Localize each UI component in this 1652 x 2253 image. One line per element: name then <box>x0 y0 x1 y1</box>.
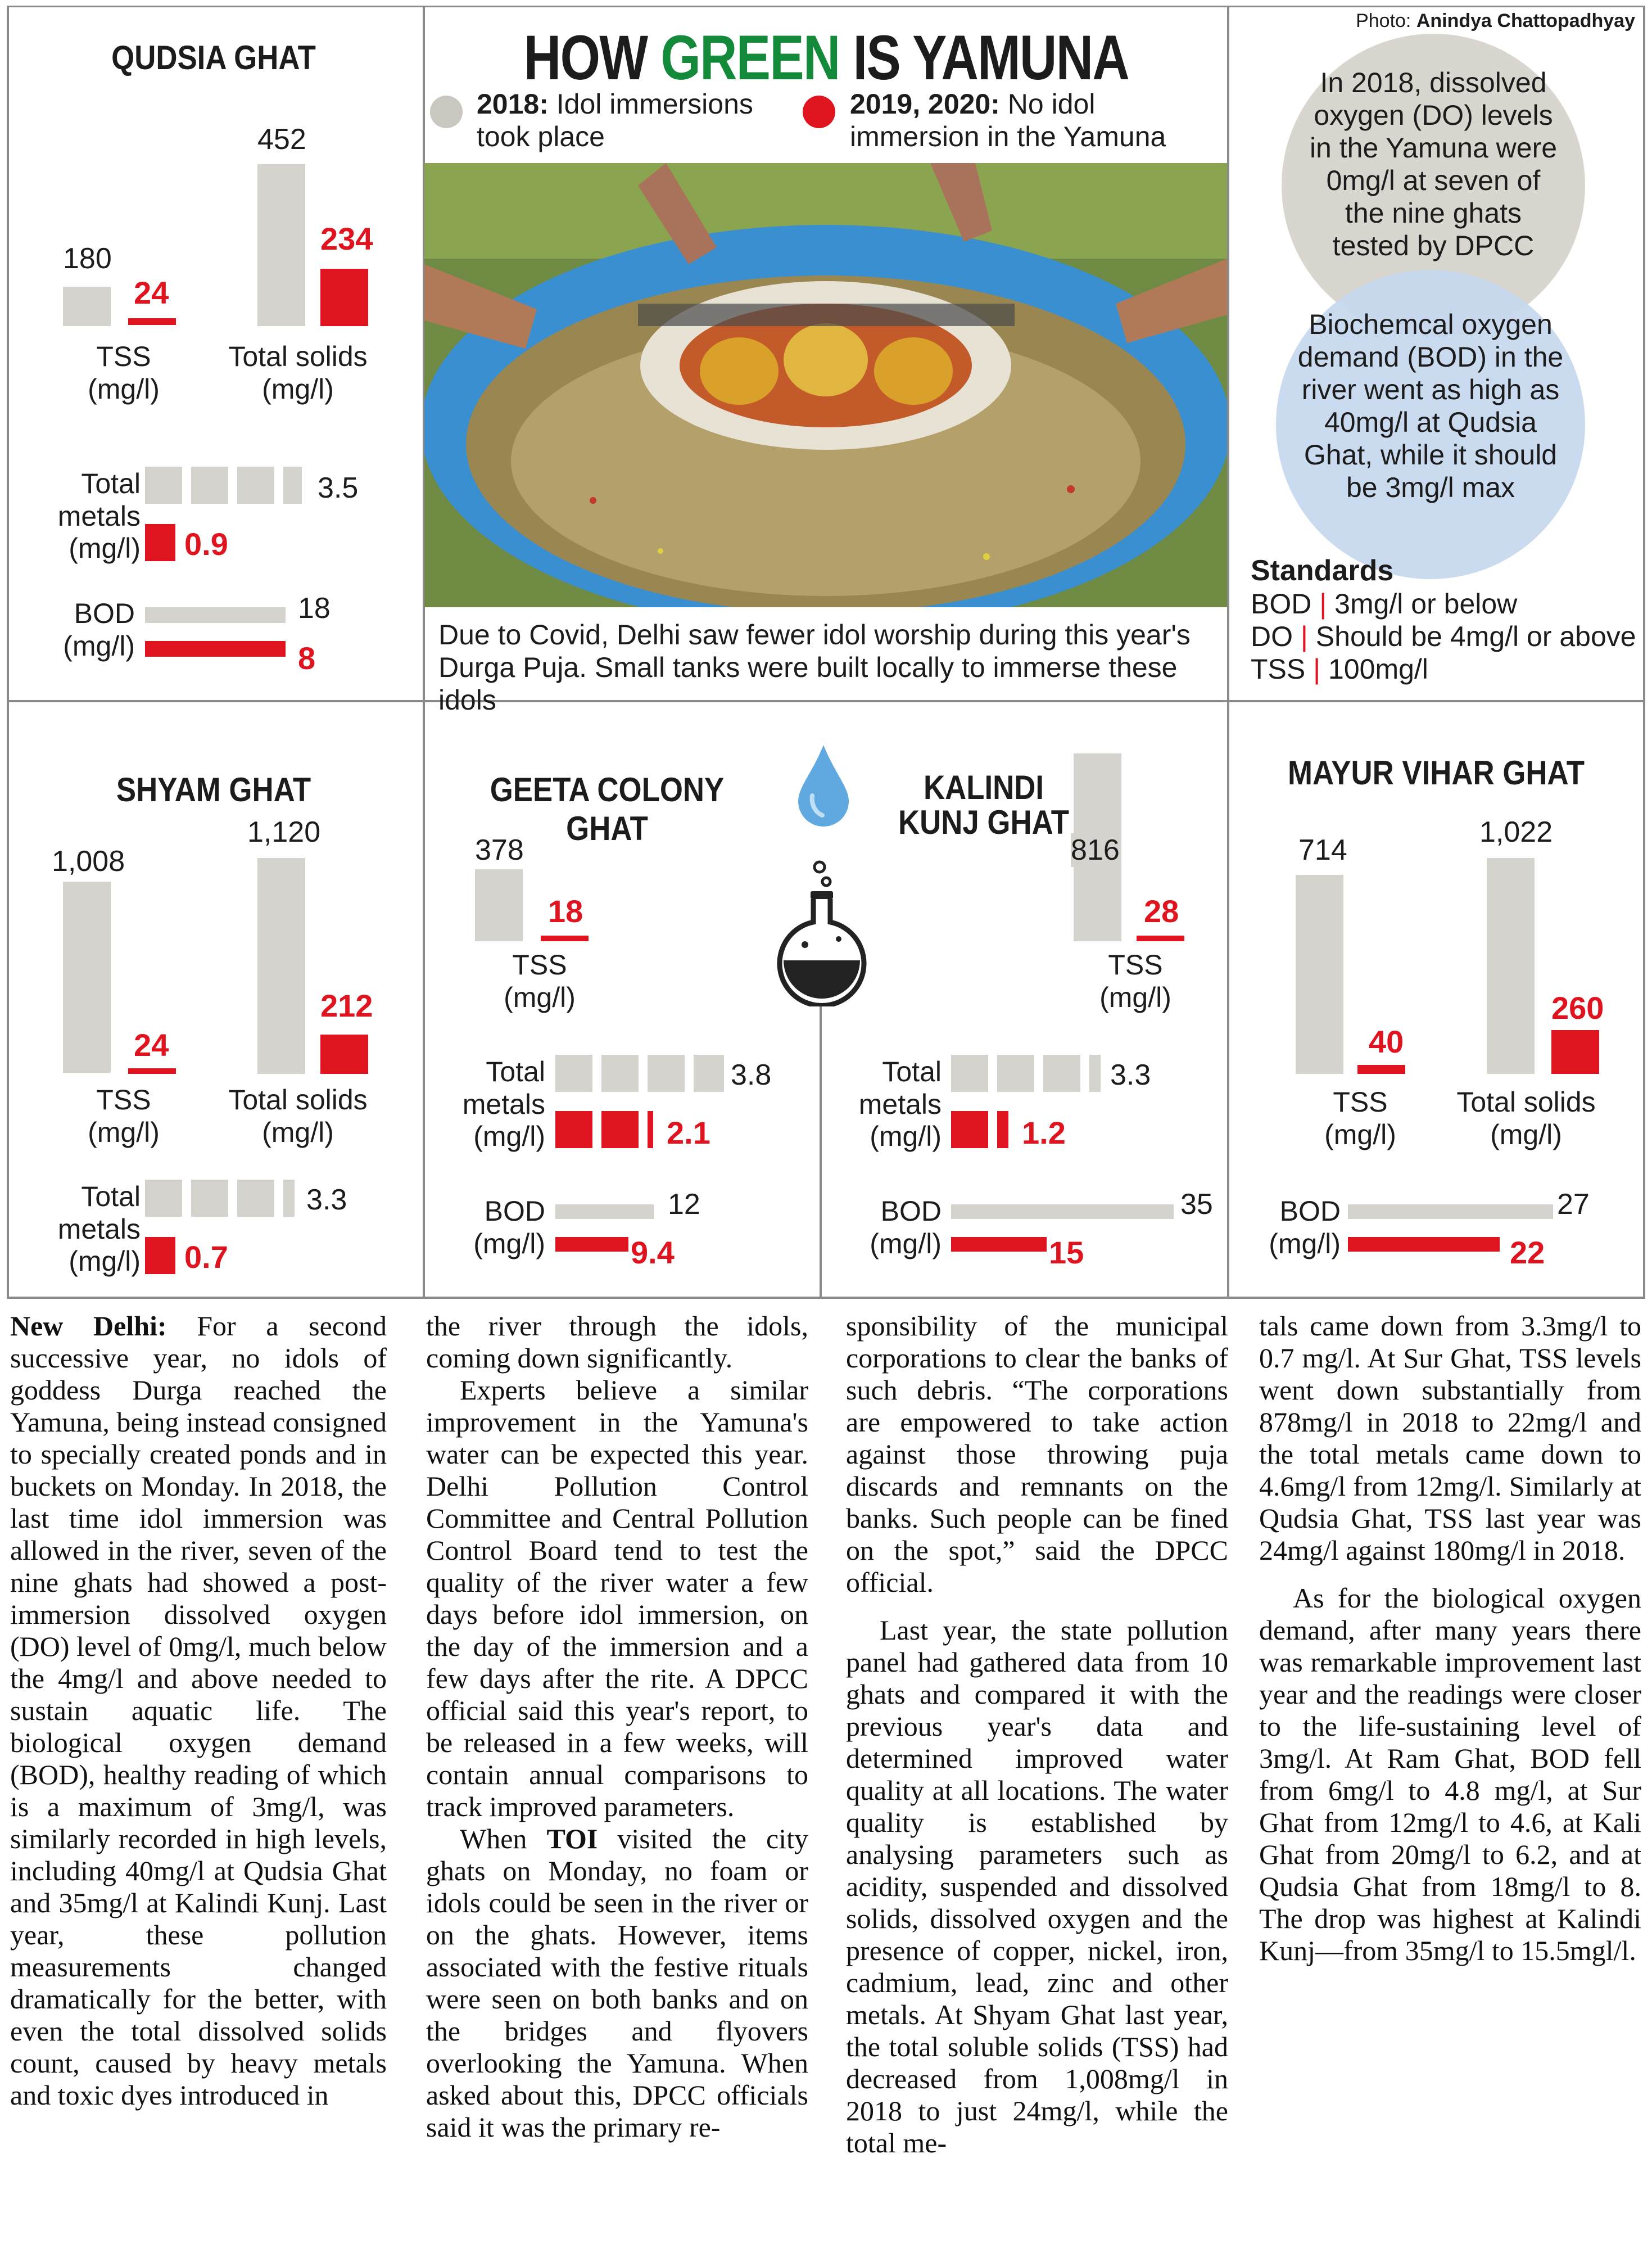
geeta-metals-2020-sq1 <box>555 1111 592 1148</box>
kalindi-metals-2020-value: 1.2 <box>1022 1115 1066 1150</box>
legend-2020-dot <box>803 96 835 128</box>
geeta-tss-2018-value: 378 <box>475 834 524 866</box>
kalindi-tss-2020-bar <box>1137 936 1184 941</box>
qudsia-bod-2020-bar <box>145 641 286 657</box>
mayur-tss-2020-bar <box>1357 1065 1405 1074</box>
qudsia-bod-2018-bar <box>145 607 286 623</box>
kalindi-tss-2020-value: 28 <box>1144 893 1179 929</box>
shyam-metals-2020-sq <box>145 1237 175 1274</box>
mayur-ts-2020-value: 260 <box>1551 990 1604 1026</box>
qudsia-metals-2018-value: 3.5 <box>318 472 359 504</box>
geeta-bod-label: BOD (mg/l) <box>473 1195 545 1259</box>
kalindi-metals-2018-sq4 <box>1089 1055 1101 1092</box>
kalindi-metals-2020-sq1 <box>951 1111 988 1148</box>
shyam-ts-2018-value: 1,120 <box>247 816 321 848</box>
do-bubble-text: In 2018, dissolved oxygen (DO) levels in the Yamuna were 0mg/l at seven of the nine ghats tested by DPCC <box>1309 67 1558 261</box>
geeta-tss-2020-value: 18 <box>548 893 583 929</box>
mayur-bod-2020-bar <box>1348 1237 1500 1252</box>
geeta-bod-2020-bar <box>555 1237 628 1252</box>
geeta-metals-2020-sq3 <box>648 1111 653 1148</box>
kalindi-bod-2018-bar <box>951 1204 1174 1219</box>
geeta-tss-2018-bar <box>475 869 523 941</box>
kalindi-metals-2018-value: 3.3 <box>1110 1059 1151 1091</box>
geeta-tss-label: TSS (mg/l) <box>504 949 576 1013</box>
geeta-metals-2018-value: 3.8 <box>731 1059 772 1091</box>
geeta-metals-2018-sq4 <box>694 1055 724 1092</box>
mayur-bod-2018-bar <box>1348 1204 1553 1219</box>
qudsia-tss-2020-bar <box>128 318 176 325</box>
mayur-ts-label: Total solids (mg/l) <box>1456 1086 1596 1150</box>
mayur-title: MAYUR VIHAR GHAT <box>1287 754 1585 792</box>
qudsia-bod-label: BOD (mg/l) <box>63 598 135 662</box>
kalindi-tss-2018-value: 816 <box>1071 834 1120 866</box>
kalindi-metals-2018-sq2 <box>997 1055 1034 1092</box>
qudsia-ts-2020-bar <box>320 269 368 326</box>
qudsia-tss-label: TSS (mg/l) <box>88 341 160 405</box>
photo-caption: Due to Covid, Delhi saw fewer idol worship during this year's Durga Puja. Small tanks were built locally to immerse these idols <box>438 619 1191 716</box>
shyam-metals-2018-value: 3.3 <box>306 1184 347 1216</box>
mayur-ts-2018-value: 1,022 <box>1479 816 1553 848</box>
shyam-tss-2020-bar <box>128 1068 176 1074</box>
mayur-bod-2018-value: 27 <box>1557 1188 1590 1221</box>
geeta-metals-label: Total metals (mg/l) <box>462 1056 545 1152</box>
qudsia-ts-2020-value: 234 <box>320 221 373 256</box>
mayur-bod-label: BOD (mg/l) <box>1269 1195 1341 1259</box>
legend-2018-text: 2018: Idol immersions took place <box>477 88 753 152</box>
article-column-2: the river through the idols, coming down significantly. Experts believe a similar improvement in the Yamuna's water can be expected this year. Delhi Pollution Control Committee and Central Pollution Control Board tend to test the quality of the river water a few days before idol immersion, on the day of the immersion and a few days after the rite. A DPCC official said this year's report, to be released in a few weeks, will contain annual comparisons to track improved parameters. When TOI visited the city ghats on Monday, no foam or idols could be seen in the river or on the ghats. However, items associated with the festive rituals were seen on both banks and on the bridges and flyovers overlooking the Yamuna. When asked about this, DPCC officials said it was the primary re- <box>426 1310 808 2143</box>
qudsia-ts-2018-bar <box>257 164 305 326</box>
bod-bubble-text: Biochemcal oxygen demand (BOD) in the river went as high as 40mg/l at Qudsia Ghat, while it should be 3mg/l max <box>1297 309 1564 503</box>
geeta-title: GEETA COLONY GHAT <box>490 771 725 847</box>
kalindi-bod-label: BOD (mg/l) <box>870 1195 942 1259</box>
shyam-metals-label: Total metals (mg/l) <box>57 1181 141 1277</box>
flask-icon <box>771 860 872 1006</box>
qudsia-metals-2018-sq4 <box>283 467 302 504</box>
shyam-ts-label: Total solids (mg/l) <box>228 1084 368 1148</box>
standards-row-do: DO | Should be 4mg/l or above <box>1251 621 1636 652</box>
qudsia-metals-2018-sq1 <box>145 467 182 504</box>
qudsia-bod-2018-value: 18 <box>298 592 331 625</box>
kalindi-bod-2020-value: 15 <box>1049 1235 1084 1270</box>
shyam-metals-2020-value: 0.7 <box>184 1239 228 1275</box>
mayur-tss-2018-bar <box>1296 875 1343 1074</box>
idol-tank-photo <box>424 163 1227 607</box>
shyam-ts-2020-bar <box>320 1035 368 1074</box>
qudsia-metals-label: Total metals (mg/l) <box>57 468 141 564</box>
kalindi-bod-2020-bar <box>951 1237 1047 1252</box>
kalindi-metals-2020-sq2 <box>997 1111 1008 1148</box>
divider-bottom-3 <box>1227 700 1229 1299</box>
qudsia-tss-2018-value: 180 <box>63 242 112 275</box>
shyam-metals-2018-sq1 <box>145 1180 182 1217</box>
geeta-metals-2020-value: 2.1 <box>667 1115 710 1150</box>
legend-2018-dot <box>430 96 463 128</box>
qudsia-metals-2018-sq3 <box>237 467 274 504</box>
divider-bottom-1 <box>423 700 425 1299</box>
kalindi-metals-label: Total metals (mg/l) <box>858 1056 942 1152</box>
frame-top <box>7 6 1645 7</box>
kalindi-bod-2018-value: 35 <box>1180 1188 1213 1221</box>
water-drop-icon <box>795 742 852 827</box>
shyam-tss-2020-value: 24 <box>134 1027 169 1063</box>
mayur-tss-label: TSS (mg/l) <box>1324 1086 1396 1150</box>
qudsia-ts-label: Total solids (mg/l) <box>228 341 368 405</box>
geeta-tss-2020-bar <box>541 936 589 941</box>
qudsia-metals-2020-value: 0.9 <box>184 526 228 562</box>
mayur-ts-2018-bar <box>1487 858 1535 1074</box>
qudsia-metals-2020-sq <box>145 524 175 561</box>
mayur-bod-2020-value: 22 <box>1510 1235 1545 1270</box>
shyam-metals-2018-sq3 <box>237 1180 274 1217</box>
qudsia-ts-2018-value: 452 <box>257 123 306 156</box>
standards-title: Standards <box>1251 554 1394 587</box>
shyam-title: SHYAM GHAT <box>116 771 311 809</box>
shyam-tss-label: TSS (mg/l) <box>88 1084 160 1148</box>
frame-right <box>1643 6 1645 1299</box>
geeta-bod-2020-value: 9.4 <box>631 1235 675 1270</box>
standards-row-tss: TSS | 100mg/l <box>1251 653 1428 685</box>
frame-bottom <box>7 1297 1645 1299</box>
geeta-bod-2018-value: 12 <box>668 1188 700 1221</box>
shyam-tss-2018-bar <box>63 882 111 1073</box>
photo-illustration <box>424 163 1227 607</box>
shyam-metals-2018-sq4 <box>283 1180 295 1217</box>
headline: HOW GREEN IS YAMUNA <box>523 22 1129 93</box>
qudsia-metals-2018-sq2 <box>191 467 228 504</box>
frame-left <box>7 6 9 1299</box>
qudsia-title: QUDSIA GHAT <box>111 39 316 76</box>
mayur-ts-2020-bar <box>1551 1030 1599 1074</box>
article-column-3: sponsibility of the municipal corporations to clear the banks of such debris. “The corporations are empowered to take action against those throwing puja discards and remnants on the banks. Such people can be fined on the spot,” said the DPCC official. Last year, the state pollution panel had gathered data from 10 ghats and compared it with the previous year's data and determined improved water quality at all locations. The water quality is established by analysing parameters such as acidity, suspended and dissolved solids, dissolved oxygen and the presence of copper, nickel, iron, cadmium, lead, zinc and other metals. At Shyam Ghat last year, the total soluble solids (TSS) had decreased from 1,008mg/l in 2018 to just 24mg/l, while the total me- <box>846 1310 1228 2159</box>
article-column-4: tals came down from 3.3mg/l to 0.7 mg/l. At Sur Ghat, TSS levels went down substantially from 878mg/l in 2018 to 22mg/l and the total metals came down to 4.6mg/l from 12mg/l. Similarly at Qudsia Ghat, TSS last year was 24mg/l against 180mg/l in 2018. As for the biological oxygen demand, after many years there was remarkable improvement last year and the readings were closer to the life-sustaining level of 3mg/l. At Ram Ghat, BOD fell from 6mg/l to 4.8 mg/l, at Sur Ghat from 12mg/l to 4.6, at Kali Ghat from 20mg/l to 6.2, and at Qudsia Ghat from 18mg/l to 8. The drop was highest at Kalindi Kunj—from 35mg/l to 15.5mgl/l. <box>1259 1310 1641 1966</box>
divider-bottom-2 <box>820 995 822 1299</box>
shyam-tss-2018-value: 1,008 <box>52 845 125 878</box>
qudsia-tss-2020-value: 24 <box>134 275 169 310</box>
shyam-ts-2020-value: 212 <box>320 988 373 1023</box>
standards-row-bod: BOD | 3mg/l or below <box>1251 588 1518 620</box>
geeta-metals-2018-sq3 <box>648 1055 685 1092</box>
qudsia-tss-2018-bar <box>63 287 111 326</box>
geeta-metals-2018-sq1 <box>555 1055 592 1092</box>
kalindi-title: KALINDI KUNJ GHAT <box>898 769 1070 841</box>
shyam-ts-2018-bar <box>257 858 305 1074</box>
shyam-metals-2018-sq2 <box>191 1180 228 1217</box>
kalindi-metals-2018-sq3 <box>1043 1055 1080 1092</box>
geeta-bod-2018-bar <box>555 1204 654 1219</box>
geeta-metals-2018-sq2 <box>601 1055 639 1092</box>
mayur-tss-2018-value: 714 <box>1298 834 1347 866</box>
qudsia-bod-2020-value: 8 <box>298 640 316 676</box>
divider-top-right <box>1227 6 1229 703</box>
legend-2020-text: 2019, 2020: No idol immersion in the Yamuna <box>850 88 1166 152</box>
kalindi-tss-label: TSS (mg/l) <box>1099 949 1171 1013</box>
geeta-metals-2020-sq2 <box>601 1111 639 1148</box>
photo-credit: Photo: Anindya Chattopadhyay <box>1356 10 1635 31</box>
kalindi-metals-2018-sq1 <box>951 1055 988 1092</box>
article-column-1: New Delhi: For a second successive year, no idols of goddess Durga reached the Yamuna, being instead consigned to specially created ponds and in buckets on Monday. In 2018, the last time idol immersion was allowed in the river, seven of the nine ghats had showed a post-immersion dissolved oxygen (DO) level of 0mg/l, much below the 4mg/l and above needed to sustain aquatic life. The biological oxygen demand (BOD), healthy reading of which is a maximum of 3mg/l, was similarly recorded in high levels, including 40mg/l at Qudsia Ghat and 35mg/l at Kalindi Kunj. Last year, these pollution measurements changed dramatically for the better, with even the total dissolved solids count, caused by heavy metals and toxic dyes introduced in <box>10 1310 387 2111</box>
mayur-tss-2020-value: 40 <box>1369 1024 1404 1059</box>
